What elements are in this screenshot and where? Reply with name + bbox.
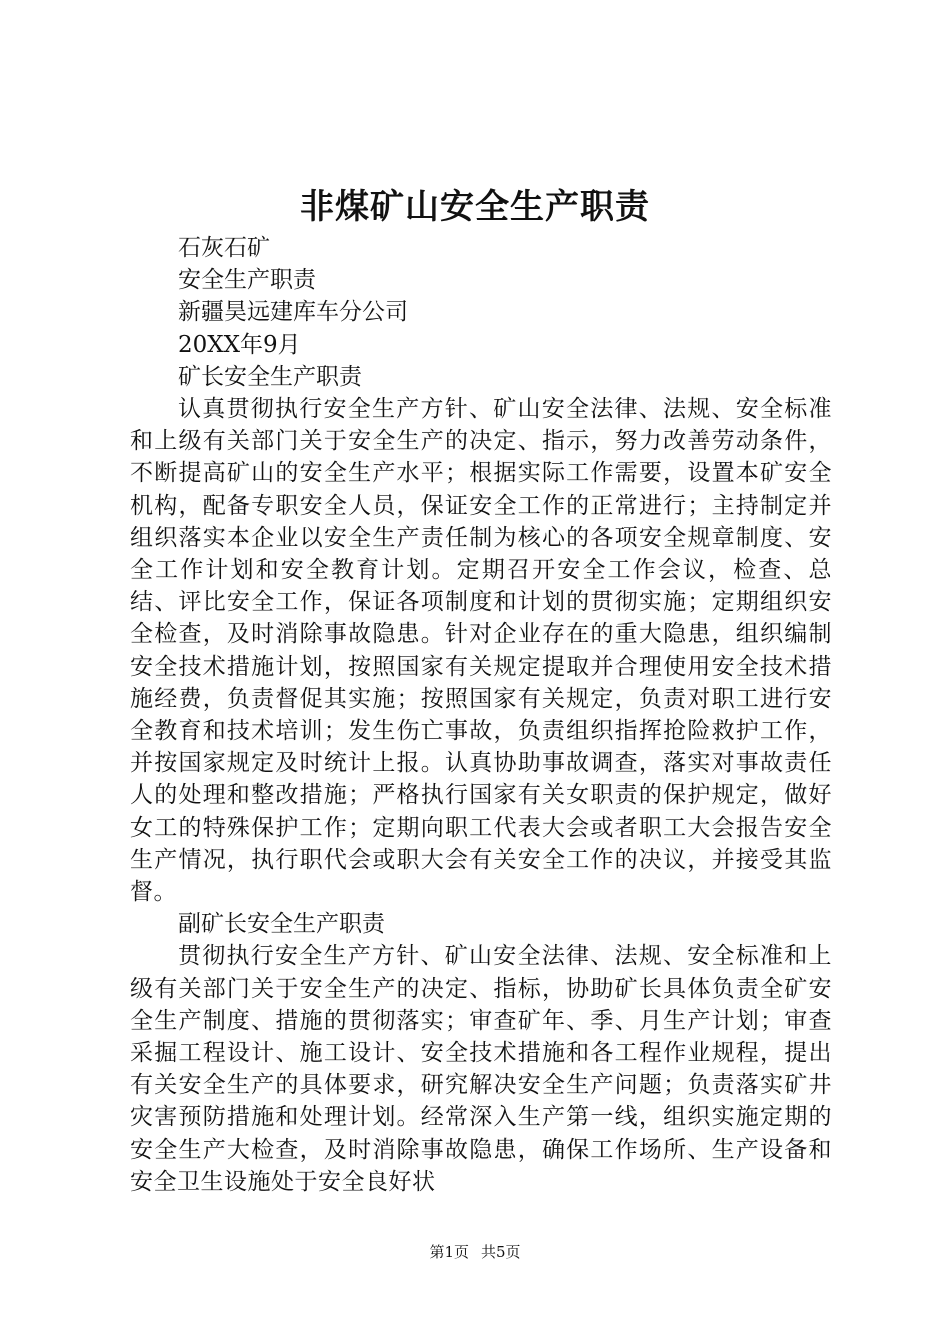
document-title: 非煤矿山安全生产职责 [300, 187, 650, 227]
section-paragraph: 认真贯彻执行安全生产方针、矿山安全法律、法规、安全标准和上级有关部门关于安全生产的决定、指示，努力改善劳动条件，不断提高矿山的安全生产水平；根据实际工作需要，设置本矿安全机构，配备专职安全人员，保证安全工作的正常进行；主持制定并组织落实本企业以安全生产责任制为核心的各项安全规章制度、安全工作计划和安全教育计划。定期召开安全工作会议，检查、总结、评比安全工作，保证各项制度和计划的贯彻实施；定期组织安全检查，及时消除事故隐患。针对企业存在的重大隐患，组织编制安全技术措施计划，按照国家有关规定提取并合理使用安全技术措施经费，负责督促其实施；按照国家有关规定，负责对职工进行安全教育和技术培训；发生伤亡事故，负责组织指挥抢险救护工作，并按国家规定及时统计上报。认真协助事故调查，落实对事故责任人的处理和整改措施；严格执行国家有关女职责的保护规定，做好女工的特殊保护工作；定期向职工代表大会或者职工大会报告安全生产情况，执行职代会或职大会有关安全工作的决议，并接受其监督。 [130, 396, 832, 906]
section-paragraph: 贯彻执行安全生产方针、矿山安全法律、法规、安全标准和上级有关部门关于安全生产的决定、指标，协助矿长具体负责全矿安全生产制度、措施的贯彻落实；审查矿年、季、月生产计划；审查采掘工程设计、施工设计、安全技术措施和各工程作业规程，提出有关安全生产的具体要求，研究解决安全生产问题；负责落实矿井灾害预防措施和处理计划。经常深入生产第一线，组织实施定期的安全生产大检查，及时消除事故隐患，确保工作场所、生产设备和安全卫生设施处于安全良好状 [130, 943, 832, 1195]
header-line-company: 新疆昊远建库车分公司 [178, 299, 408, 326]
section-heading: 副矿长安全生产职责 [178, 911, 385, 938]
page-number: 第1页 [429, 1243, 469, 1261]
header-line-subject: 安全生产职责 [178, 267, 316, 294]
page-footer [0, 1242, 950, 1262]
document-body [130, 232, 832, 1198]
section-heading: 矿长安全生产职责 [178, 363, 362, 390]
header-line-date: 20XX年9月 [178, 331, 301, 358]
header-line-mine: 石灰石矿 [178, 235, 270, 261]
page-total: 共5页 [481, 1243, 521, 1261]
